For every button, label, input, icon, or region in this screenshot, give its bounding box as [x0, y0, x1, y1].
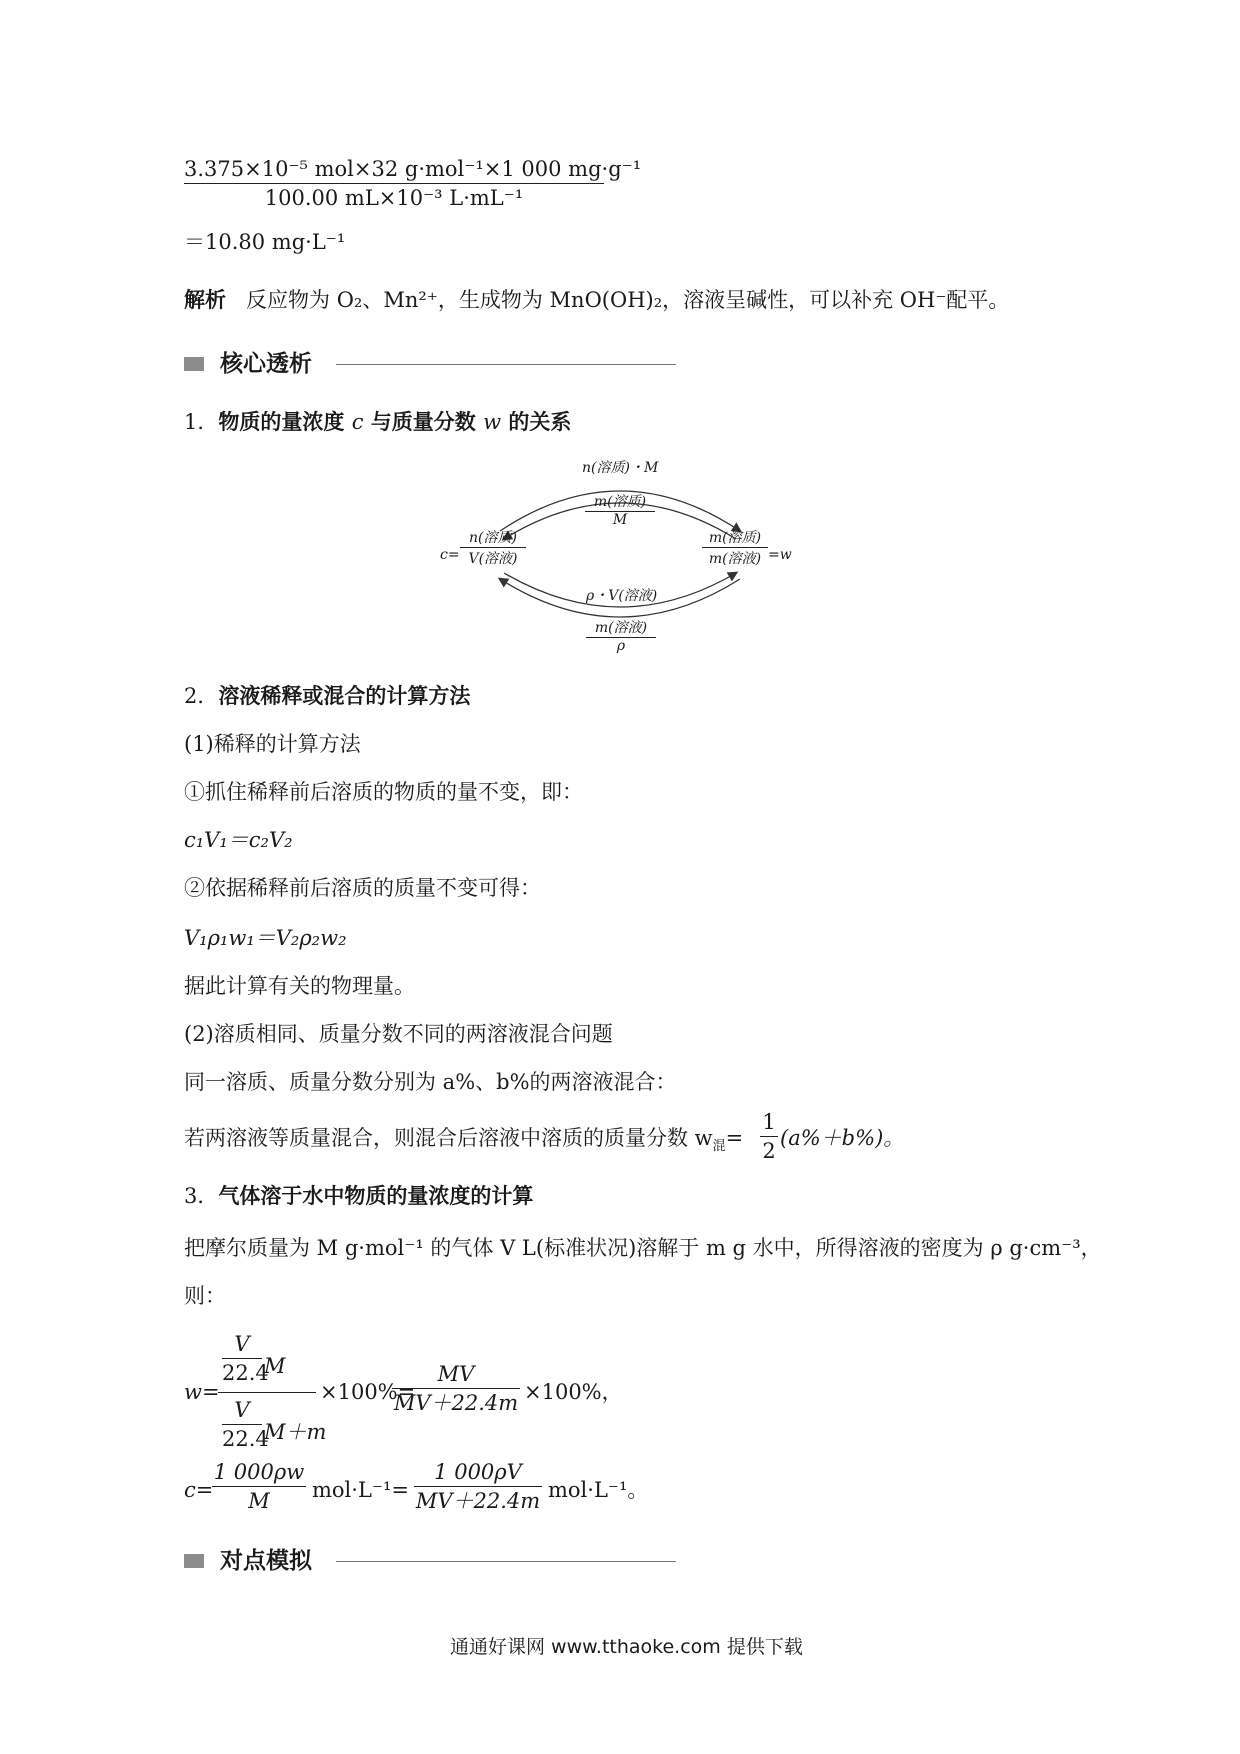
equal-mass-tail: (a%＋b%)。 — [780, 1126, 905, 1150]
item2-equal-mass-line — [184, 1124, 743, 1161]
item2-sub2: (2)溶质相同、质量分数不同的两溶液混合问题 — [184, 1022, 613, 1046]
item2-sub1: (1)稀释的计算方法 — [184, 732, 361, 756]
var-w: w — [483, 410, 502, 434]
heading-square-icon — [184, 1554, 204, 1568]
c-fraction-2 — [414, 1458, 542, 1515]
diagram-left-fraction — [460, 527, 526, 568]
diagram-left-prefix: c= — [440, 547, 460, 563]
fraction-numerator: n(溶质) — [469, 530, 517, 546]
fraction-numerator: 1 — [762, 1110, 776, 1134]
item2-title: 溶液稀释或混合的计算方法 — [218, 683, 471, 708]
diagram-right-suffix: =w — [768, 547, 792, 563]
item2-note: 据此计算有关的物理量。 — [184, 974, 415, 998]
fraction-denominator: 22.4 — [222, 1427, 269, 1451]
fraction-numerator: V — [234, 1398, 250, 1422]
item-number: 1． — [184, 410, 219, 434]
item3-then: 则： — [184, 1284, 226, 1308]
section-heading-core — [184, 350, 704, 378]
item1-text-post: 的关系 — [501, 409, 572, 434]
fraction-bar — [218, 1392, 316, 1393]
page-footer: 通通好课网 www.tthaoke.com 提供下载 — [450, 1636, 803, 1658]
fraction-denominator: V(溶液) — [468, 551, 518, 567]
w-prefix: w= — [184, 1380, 220, 1404]
item2-point1: ①抓住稀释前后溶质的物质的量不变，即： — [184, 780, 583, 804]
section-title: 对点模拟 — [220, 1547, 312, 1574]
w-simple-fraction — [392, 1360, 520, 1417]
heading-rule — [336, 1561, 676, 1562]
c-prefix: c= — [184, 1478, 214, 1502]
item-number: 2． — [184, 684, 219, 708]
item2-formula1: c₁V₁＝c₂V₂ — [184, 828, 293, 852]
item2-formula2: V₁ρ₁w₁＝V₂ρ₂w₂ — [184, 926, 347, 950]
fraction-numerator: m(溶液) — [594, 620, 648, 636]
item2-heading — [184, 682, 470, 710]
item3-text: 把摩尔质量为 M g·mol⁻¹ 的气体 V L(标准状况)溶解于 m g 水中，所得溶液的密度为 ρ g·cm⁻³， — [184, 1236, 1102, 1260]
fraction-denominator: 2 — [762, 1139, 776, 1163]
times-100-end: ×100%， — [524, 1380, 623, 1404]
w-bottom-tail: M＋m — [264, 1420, 327, 1444]
heading-rule — [336, 364, 676, 365]
item1-text-pre: 物质的量浓度 — [218, 409, 352, 434]
item3-title: 气体溶于水中物质的量浓度的计算 — [218, 1183, 534, 1208]
fraction-numerator: m(溶质) — [708, 530, 762, 546]
section-title: 核心透析 — [220, 350, 312, 377]
section-heading-practice — [184, 1547, 704, 1575]
fraction-denominator: M — [612, 512, 628, 528]
item3-heading — [184, 1182, 533, 1210]
heading-square-icon — [184, 357, 204, 371]
item1-text-mid: 与质量分数 — [363, 409, 484, 434]
fraction-denominator: m(溶液) — [708, 551, 762, 567]
c-unit-end: mol·L⁻¹。 — [548, 1478, 649, 1502]
top-calc-fraction — [184, 155, 642, 212]
c-fraction-1 — [212, 1458, 306, 1515]
half-fraction — [760, 1108, 778, 1165]
analysis-label: 解析 — [184, 287, 226, 312]
var-c: c — [351, 410, 364, 434]
fraction-numerator: V — [234, 1332, 250, 1356]
fraction-denominator: ρ — [616, 638, 626, 654]
fraction-denominator: MV＋22.4m — [415, 1489, 541, 1513]
fraction-numerator: 1 000ρw — [213, 1460, 305, 1484]
fraction-denominator: 22.4 — [222, 1361, 269, 1385]
top-calc-result: ＝10.80 mg·L⁻¹ — [184, 230, 346, 254]
analysis-line — [184, 286, 1009, 314]
c-unit-mid: mol·L⁻¹= — [312, 1478, 409, 1502]
fraction-numerator: MV — [437, 1362, 475, 1386]
concentration-relation-diagram — [440, 455, 800, 665]
subscript-mix: 混 — [712, 1139, 726, 1155]
top-calc-numerator: 3.375×10⁻⁵ mol×32 g·mol⁻¹×1 000 mg·g⁻¹ — [184, 157, 642, 181]
item2-point2: ②依据稀释前后溶质的质量不变可得： — [184, 876, 541, 900]
diagram-right-fraction — [702, 527, 768, 568]
fraction-numerator: m(溶质) — [593, 494, 647, 510]
diagram-top-label: n(溶质)・M — [582, 460, 659, 476]
diagram-top-fraction — [585, 491, 655, 528]
w-bottom-small-fraction — [222, 1396, 269, 1453]
times-100-eq: ×100%= — [320, 1380, 416, 1404]
fraction-numerator: 1 000ρV — [434, 1460, 522, 1484]
equals-sign: = — [725, 1126, 744, 1150]
item1-heading — [184, 408, 571, 436]
equal-mass-text: 若两溶液等质量混合，则混合后溶液中溶质的质量分数 w — [184, 1126, 713, 1150]
diagram-bottom-fraction — [586, 617, 656, 654]
item-number: 3． — [184, 1184, 219, 1208]
fraction-denominator: M — [248, 1489, 270, 1513]
analysis-text: 反应物为 O₂、Mn²⁺，生成物为 MnO(OH)₂，溶液呈碱性，可以补充 OH⁻配平。 — [246, 288, 1010, 312]
item2-mix-line: 同一溶质、质量分数分别为 a%、b%的两溶液混合： — [184, 1070, 677, 1094]
w-top-small-fraction — [222, 1330, 269, 1387]
w-complex-fraction — [218, 1330, 327, 1451]
w-top-tail: M — [264, 1354, 286, 1378]
diagram-bottom-label: ρ・V(溶液) — [586, 588, 658, 604]
fraction-denominator: MV＋22.4m — [393, 1391, 519, 1415]
top-calc-denominator: 100.00 mL×10⁻³ L·mL⁻¹ — [264, 186, 524, 210]
